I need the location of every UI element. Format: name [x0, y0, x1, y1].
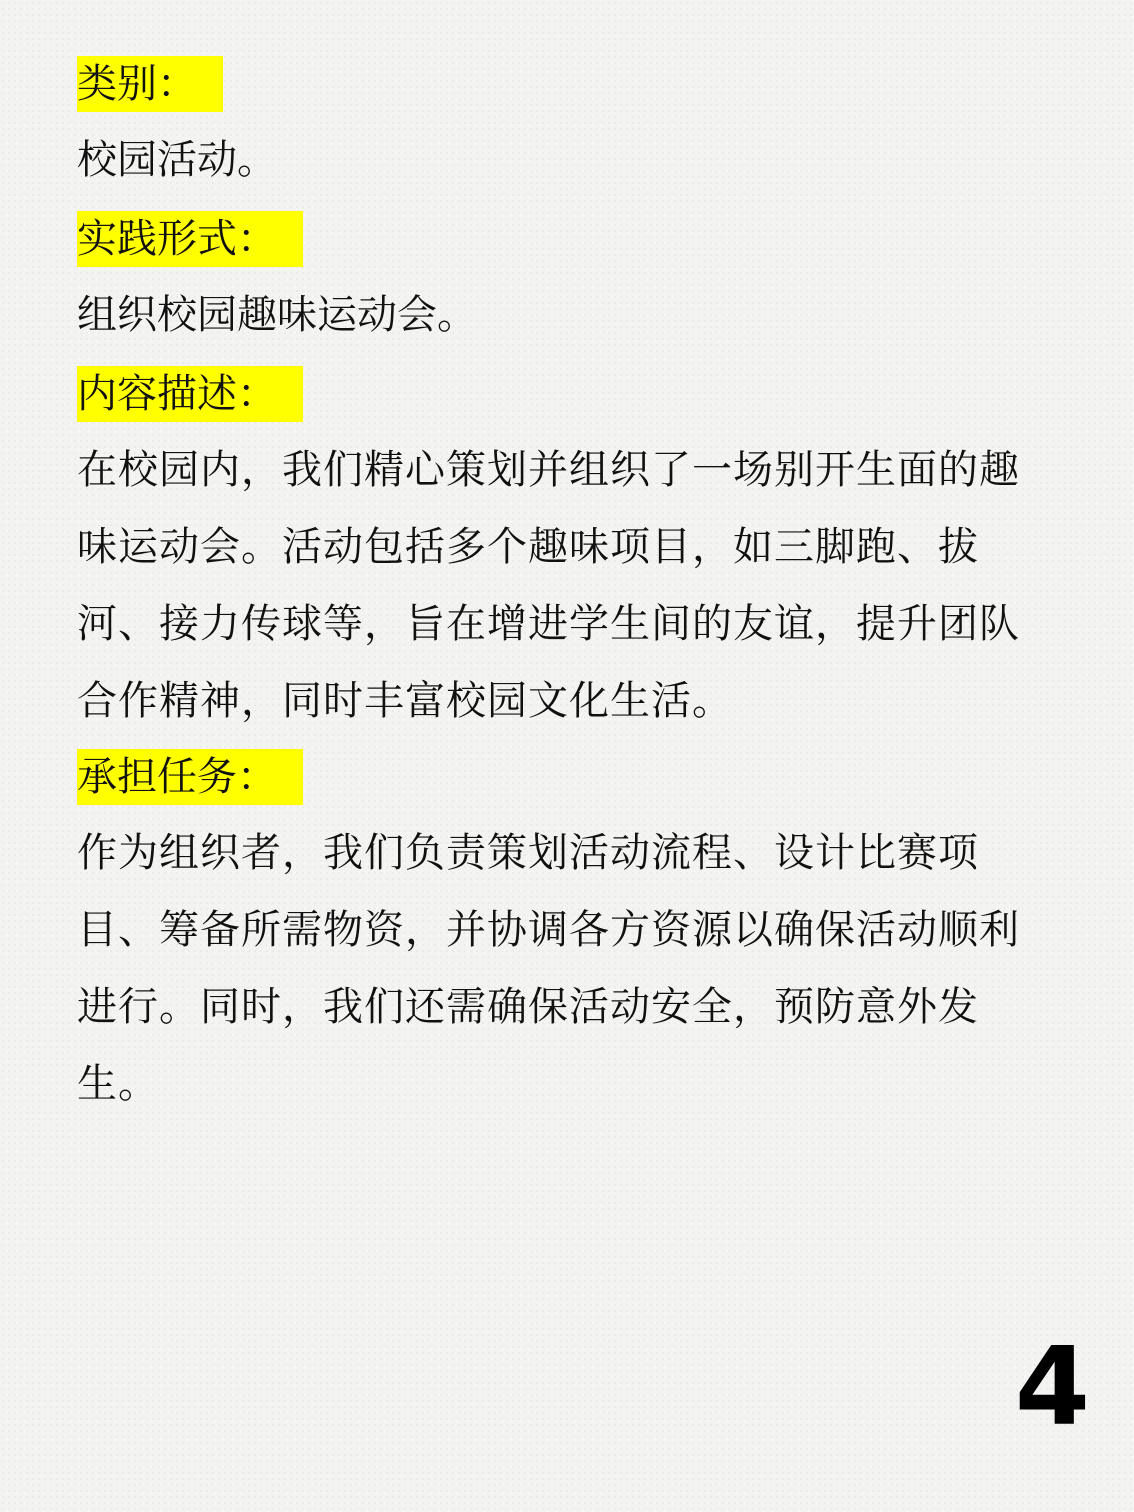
section-content-description [77, 366, 1037, 740]
practice-form-text: 组织校园趣味运动会。 [77, 292, 477, 338]
page-number: 4 [1014, 1325, 1090, 1450]
content-description-label: 内容描述： [77, 366, 303, 422]
section-category [77, 56, 1037, 199]
section-tasks [77, 749, 1037, 1123]
practice-form-label: 实践形式： [77, 211, 303, 267]
tasks-text: 作为组织者，我们负责策划活动流程、设计比赛项目、筹备所需物资，并协调各方资源以确保活动顺利进行。同时，我们还需确保活动安全，预防意外发生。 [77, 830, 1020, 1107]
section-practice-form [77, 211, 1037, 354]
content-area [77, 56, 1037, 1132]
category-text: 校园活动。 [77, 137, 277, 183]
tasks-label: 承担任务： [77, 749, 303, 805]
content-description-text: 在校园内，我们精心策划并组织了一场别开生面的趣味运动会。活动包括多个趣味项目，如三脚跑、拔河、接力传球等，旨在增进学生间的友谊，提升团队合作精神，同时丰富校园文化生活。 [77, 447, 1020, 724]
category-label: 类别： [77, 56, 223, 112]
